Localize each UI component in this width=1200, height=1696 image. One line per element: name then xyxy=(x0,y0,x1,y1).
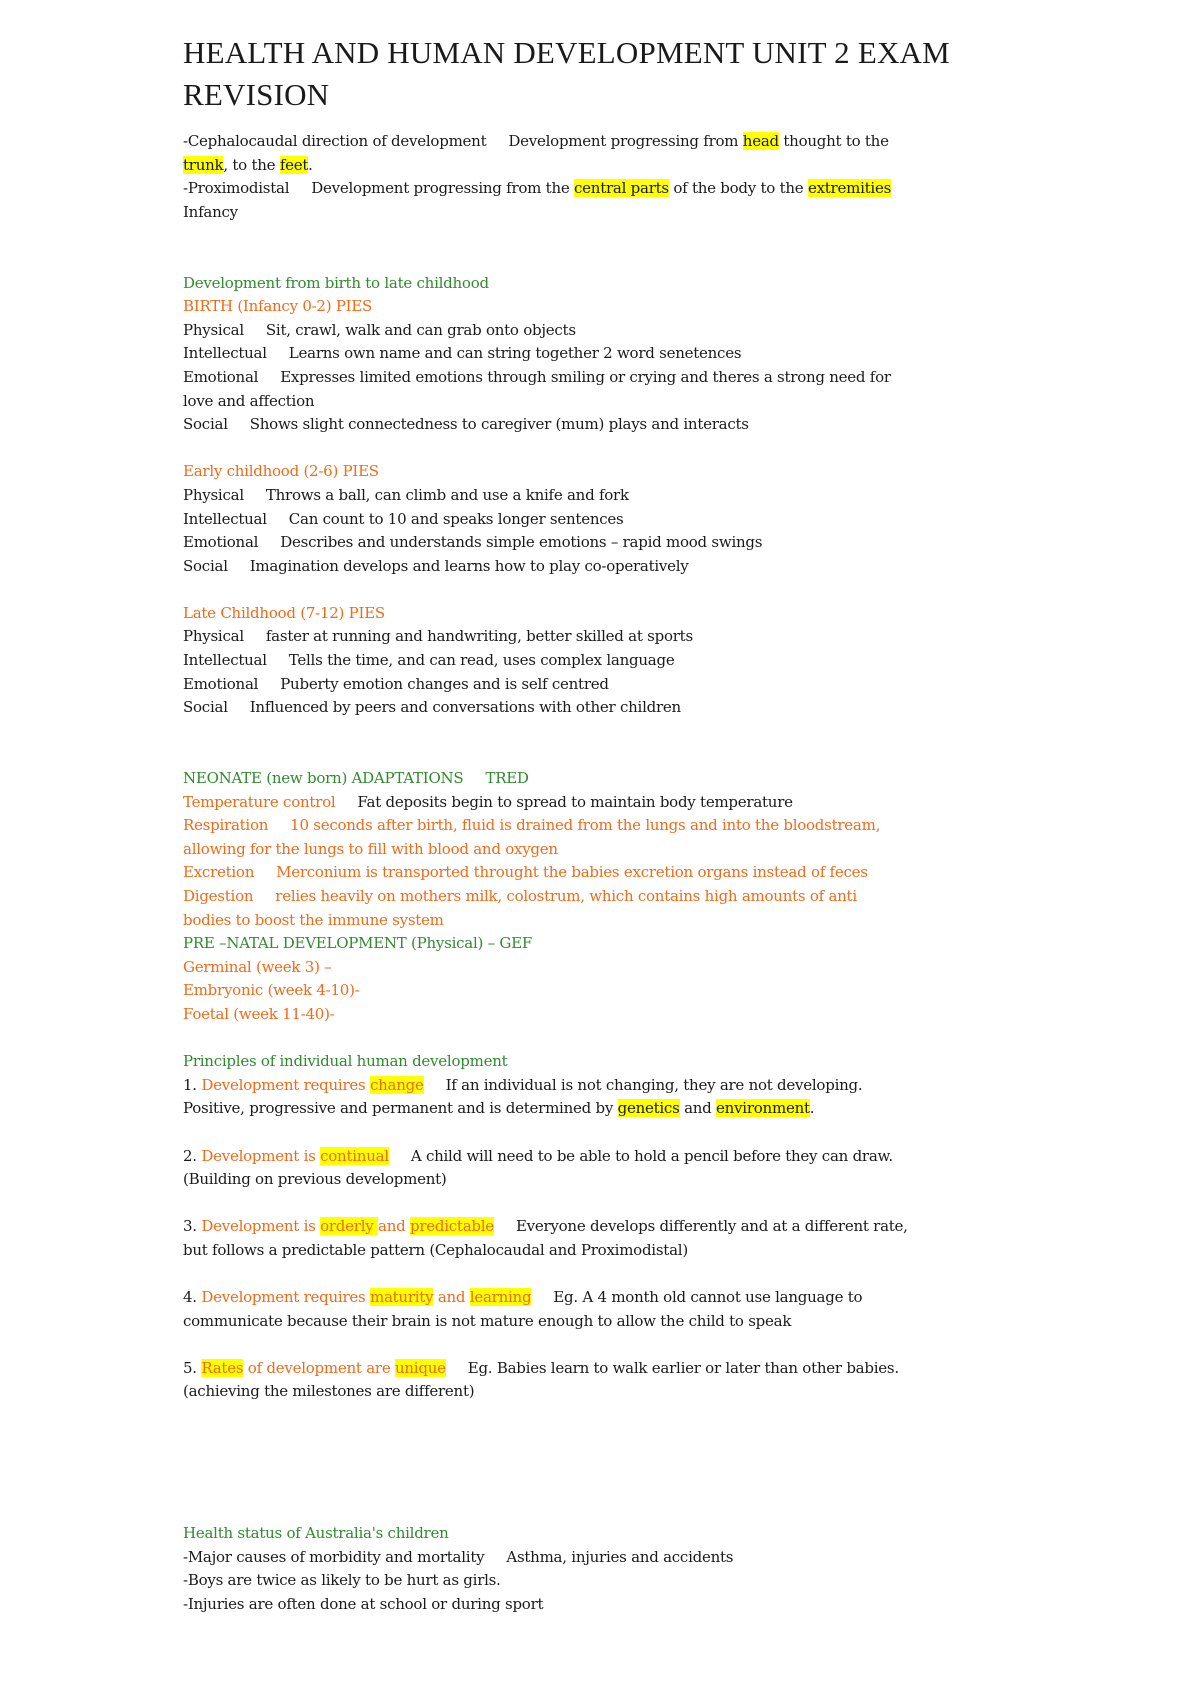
stage-heading-birth: BIRTH (Infancy 0-2) PIES xyxy=(183,297,373,316)
highlight-trunk: trunk xyxy=(183,155,224,174)
principle-3-line-2: but follows a predictable pattern (Cephalocaudal and Proximodistal) xyxy=(183,1240,688,1259)
neonate-label: Digestion xyxy=(183,887,254,905)
row-text: faster at running and handwriting, better skilled at sports xyxy=(265,627,693,646)
row-text: Expresses limited emotions through smiling or crying and theres a strong need for xyxy=(280,367,891,386)
stage-row xyxy=(183,555,1043,579)
principle-5-line-2: (achieving the milestones are different) xyxy=(183,1382,475,1401)
highlight-learning: learning xyxy=(469,1288,532,1307)
row-text: Shows slight connectedness to caregiver (mum) plays and interacts xyxy=(249,415,749,434)
highlight-rates: Rates xyxy=(201,1358,244,1377)
proximodistal-text-2: of the body to the xyxy=(668,179,808,198)
highlight-change: change xyxy=(369,1075,424,1094)
principle-number: 3. xyxy=(183,1217,202,1236)
cephalocaudal-text-2: thought to the xyxy=(778,132,889,150)
highlight-unique: unique xyxy=(394,1358,446,1377)
health-status-text: Asthma, injuries and accidents xyxy=(506,1547,734,1566)
row-label: Social xyxy=(183,415,228,434)
neonate-row-continued: bodies to boost the immune system xyxy=(183,910,444,929)
cephalocaudal-text: Development progressing from xyxy=(508,132,743,150)
principle-title: and xyxy=(433,1288,470,1307)
principle-3 xyxy=(183,1215,1043,1239)
principle-title: Development requires xyxy=(201,1075,370,1094)
stage-heading-late-childhood: Late Childhood (7-12) PIES xyxy=(183,603,385,622)
neonate-label: Respiration xyxy=(183,816,269,835)
stage-row xyxy=(183,625,1043,649)
neonate-text: relies heavily on mothers milk, colostrum, which contains high amounts of anti xyxy=(275,887,857,905)
row-label: Physical xyxy=(183,627,244,646)
highlight-maturity: maturity xyxy=(369,1288,434,1307)
health-status-line: -Injuries are often done at school or during sport xyxy=(183,1594,544,1613)
highlight-continual: continual xyxy=(320,1146,389,1165)
stage-row xyxy=(183,413,1043,437)
row-label: Emotional xyxy=(183,533,259,552)
stage-row xyxy=(183,696,1043,720)
row-text: Describes and understands simple emotions – rapid mood swings xyxy=(280,533,763,552)
principle-text: . xyxy=(809,1099,815,1118)
row-label: Physical xyxy=(183,320,244,339)
stage-row xyxy=(183,508,1043,532)
principle-1-line-2 xyxy=(183,1097,1043,1121)
principle-4 xyxy=(183,1286,1043,1310)
row-text: Throws a ball, can climb and use a knife and fork xyxy=(265,485,629,504)
health-status-label: -Major causes of morbidity and mortality xyxy=(183,1547,485,1566)
principle-text: and xyxy=(679,1099,717,1118)
stage-row-continued xyxy=(183,390,1043,414)
principle-title: Development is xyxy=(201,1217,321,1236)
stage-row xyxy=(183,531,1043,555)
proximodistal-label: -Proximodistal xyxy=(183,179,290,198)
neonate-row xyxy=(183,814,1043,838)
principle-title: Development is xyxy=(201,1146,321,1165)
neonate-text: 10 seconds after birth, fluid is drained from the lungs and into the bloodstream, xyxy=(290,816,881,835)
neonate-heading-text: NEONATE (new born) ADAPTATIONS xyxy=(183,769,464,788)
stage-row xyxy=(183,649,1043,673)
document-page xyxy=(183,32,1043,1616)
health-status-line: -Boys are twice as likely to be hurt as girls. xyxy=(183,1571,501,1590)
stage-row xyxy=(183,673,1043,697)
neonate-text: Merconium is transported throught the babies excretion organs instead of feces xyxy=(276,863,868,882)
page-title: HEALTH AND HUMAN DEVELOPMENT UNIT 2 EXAM REVISION xyxy=(183,35,950,112)
neonate-row xyxy=(183,791,1043,815)
stage-row xyxy=(183,342,1043,366)
principle-text: Eg. A 4 month old cannot use language to xyxy=(553,1288,863,1307)
health-status-heading: Health status of Australia's children xyxy=(183,1524,449,1543)
health-status-line xyxy=(183,1546,1043,1570)
principle-text: If an individual is not changing, they are not developing. xyxy=(445,1075,863,1094)
proximodistal-line xyxy=(183,177,1043,201)
highlight-extremities: extremities xyxy=(807,179,892,198)
cephalocaudal-line-2 xyxy=(183,154,1043,178)
principle-text: Positive, progressive and permanent and is determined by xyxy=(183,1099,618,1118)
neonate-label: Excretion xyxy=(183,863,255,882)
row-label: Emotional xyxy=(183,674,259,693)
highlight-feet: feet xyxy=(279,155,309,174)
principle-title: and xyxy=(378,1217,410,1236)
row-text: Can count to 10 and speaks longer sentences xyxy=(288,509,624,528)
cephalocaudal-text-4: . xyxy=(308,155,313,174)
row-label: Intellectual xyxy=(183,344,267,363)
neonate-text: Fat deposits begin to spread to maintain body temperature xyxy=(357,792,793,811)
prenatal-germinal: Germinal (week 3) – xyxy=(183,957,332,976)
highlight-environment: environment xyxy=(716,1099,810,1118)
development-heading: Development from birth to late childhood xyxy=(183,273,489,292)
principle-number: 4. xyxy=(183,1288,202,1307)
neonate-row xyxy=(183,885,1043,909)
row-label: Emotional xyxy=(183,367,259,386)
row-text: Sit, crawl, walk and can grab onto objects xyxy=(265,320,576,339)
neonate-row-continued: allowing for the lungs to fill with blood and oxygen xyxy=(183,839,558,858)
row-text: love and affection xyxy=(183,391,315,410)
principle-number: 1. xyxy=(183,1075,202,1094)
principle-number: 5. xyxy=(183,1358,202,1377)
stage-heading-early-childhood: Early childhood (2-6) PIES xyxy=(183,462,379,481)
row-text: Puberty emotion changes and is self centred xyxy=(280,674,609,693)
principle-1 xyxy=(183,1074,1043,1098)
neonate-label: Temperature control xyxy=(183,792,336,811)
principle-number: 2. xyxy=(183,1146,202,1165)
row-text: Learns own name and can string together 2 word senetences xyxy=(288,344,742,363)
stage-row xyxy=(183,366,1043,390)
principle-4-line-2: communicate because their brain is not mature enough to allow the child to speak xyxy=(183,1311,792,1330)
row-label: Social xyxy=(183,556,228,575)
principle-2-line-2: (Building on previous development) xyxy=(183,1170,447,1189)
principles-heading: Principles of individual human development xyxy=(183,1052,508,1071)
prenatal-foetal: Foetal (week 11-40)- xyxy=(183,1004,335,1023)
neonate-heading xyxy=(183,767,1043,791)
highlight-orderly: orderly xyxy=(320,1217,378,1236)
row-text: Influenced by peers and conversations with other children xyxy=(249,698,681,717)
principle-title: Development requires xyxy=(201,1288,370,1307)
principle-text: Everyone develops differently and at a different rate, xyxy=(515,1217,908,1236)
principle-5 xyxy=(183,1357,1043,1381)
proximodistal-text: Development progressing from the xyxy=(311,179,574,198)
principle-title: of development are xyxy=(243,1358,395,1377)
neonate-acronym: TRED xyxy=(485,769,529,788)
highlight-predictable: predictable xyxy=(409,1217,494,1236)
stage-row xyxy=(183,484,1043,508)
infancy-line: Infancy xyxy=(183,202,238,221)
row-label: Physical xyxy=(183,485,244,504)
stage-row xyxy=(183,319,1043,343)
highlight-head: head xyxy=(742,132,779,150)
row-label: Social xyxy=(183,698,228,717)
prenatal-embryonic: Embryonic (week 4-10)- xyxy=(183,981,360,1000)
principle-2 xyxy=(183,1145,1043,1169)
row-text: Tells the time, and can read, uses complex language xyxy=(288,651,675,670)
row-text: Imagination develops and learns how to play co-operatively xyxy=(249,556,689,575)
cephalocaudal-text-3: , to the xyxy=(223,155,280,174)
neonate-row xyxy=(183,861,1043,885)
principle-text: Eg. Babies learn to walk earlier or later than other babies. xyxy=(467,1358,899,1377)
cephalocaudal-label: -Cephalocaudal direction of development xyxy=(183,132,487,150)
principle-text: A child will need to be able to hold a pencil before they can draw. xyxy=(410,1146,893,1165)
row-label: Intellectual xyxy=(183,509,267,528)
cephalocaudal-line xyxy=(183,130,1043,154)
highlight-central-parts: central parts xyxy=(574,179,669,198)
prenatal-heading: PRE –NATAL DEVELOPMENT (Physical) – GEF xyxy=(183,934,532,953)
row-label: Intellectual xyxy=(183,651,267,670)
highlight-genetics: genetics xyxy=(617,1099,680,1118)
